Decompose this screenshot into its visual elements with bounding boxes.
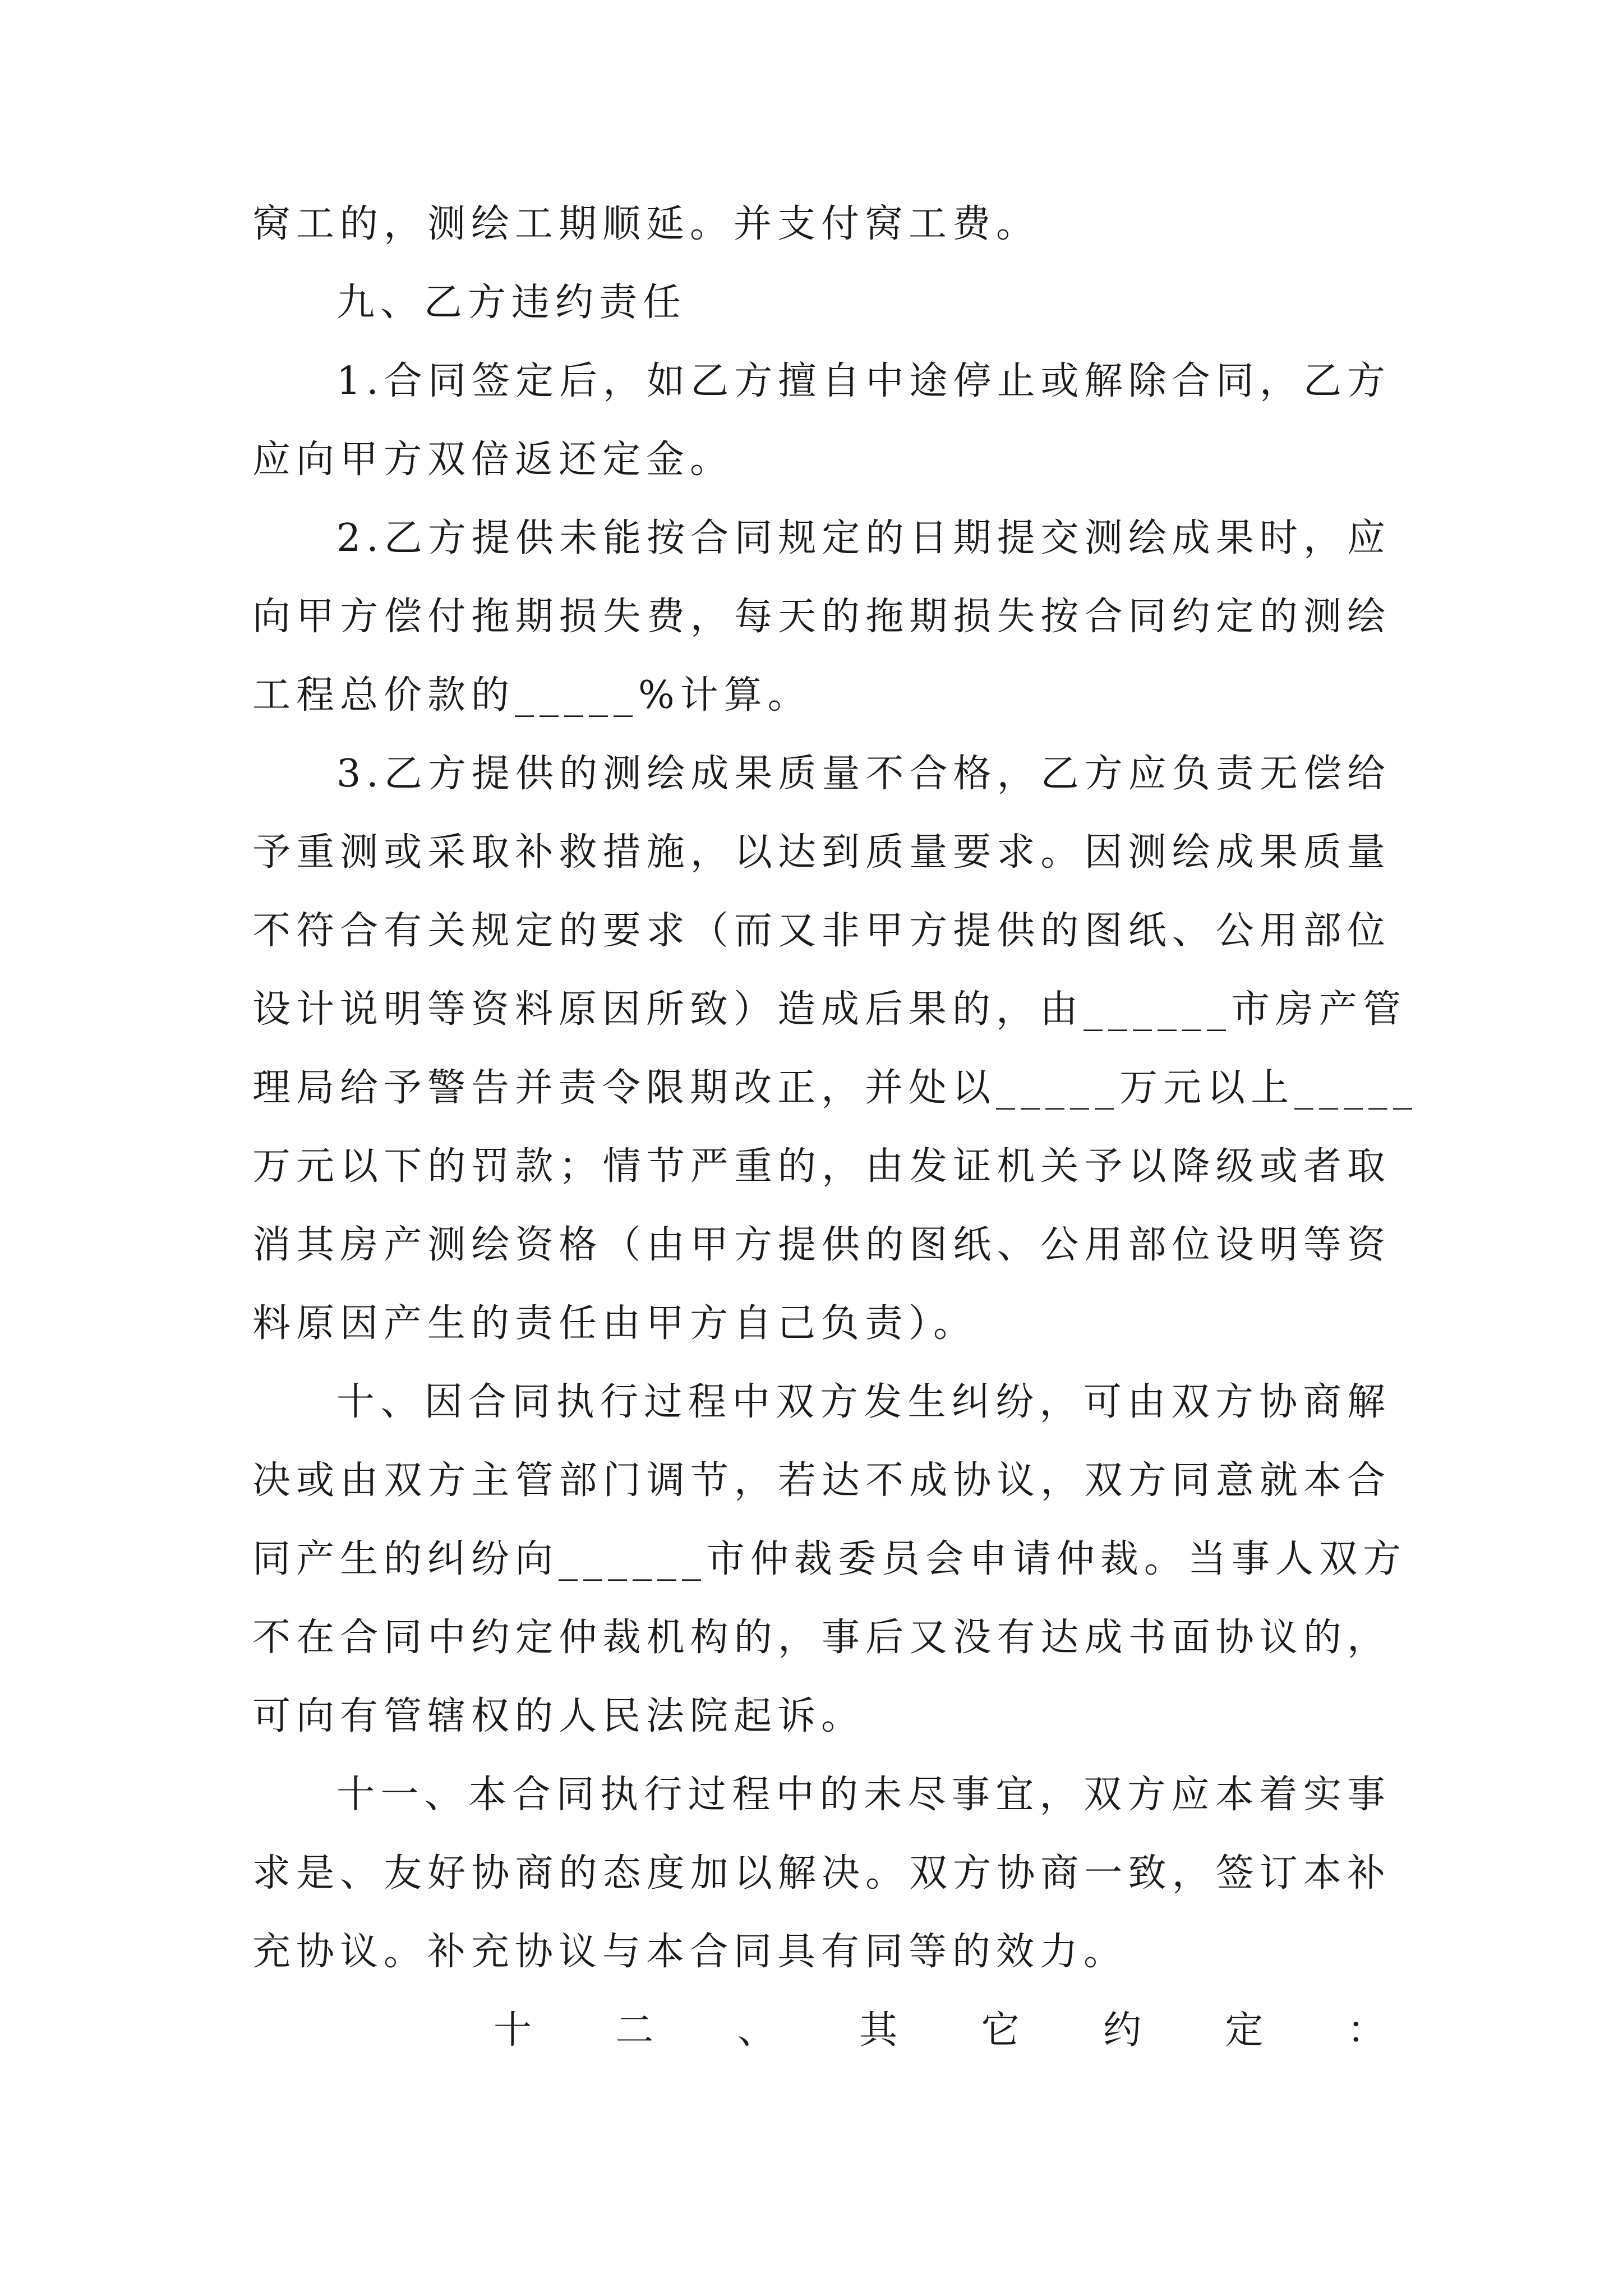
text-line: 予重测或采取补救措施，以达到质量要求。因测绘成果质量 — [252, 830, 1391, 875]
text-line: 十一、本合同执行过程中的未尽事宜，双方应本着实事 — [336, 1773, 1391, 1817]
section-heading: 十二、其它约定： — [494, 2008, 1391, 2053]
text-line: 窝工的，测绘工期顺延。并支付窝工费。 — [252, 202, 1040, 246]
text-line: 不在合同中约定仲裁机构的，事后又没有达成书面协议的， — [252, 1616, 1391, 1660]
text-line: 1.合同签定后，如乙方擅自中途停止或解除合同，乙方 — [336, 359, 1391, 403]
text-line: 工程总价款的_____%计算。 — [252, 673, 811, 717]
text-line: 万元以下的罚款；情节严重的，由发证机关予以降级或者取 — [252, 1144, 1391, 1189]
text-line: 十、因合同执行过程中双方发生纠纷，可由双方协商解 — [336, 1380, 1391, 1424]
text-line: 消其房产测绘资格（由甲方提供的图纸、公用部位设明等资 — [252, 1223, 1391, 1267]
section-heading: 九、乙方违约责任 — [336, 280, 687, 325]
text-line: 3.乙方提供的测绘成果质量不合格，乙方应负责无偿给 — [336, 752, 1391, 796]
text-line: 理局给予警告并责令限期改正，并处以_____万元以上_____ — [252, 1066, 1418, 1110]
text-line: 不符合有关规定的要求（而又非甲方提供的图纸、公用部位 — [252, 909, 1391, 953]
text-line: 决或由双方主管部门调节，若达不成协议，双方同意就本合 — [252, 1458, 1391, 1503]
text-line: 充协议。补充协议与本合同具有同等的效力。 — [252, 1930, 1128, 1974]
text-line: 2.乙方提供未能按合同规定的日期提交测绘成果时，应 — [336, 516, 1391, 560]
text-line: 应向甲方双倍返还定金。 — [252, 438, 734, 482]
text-line: 同产生的纠纷向______市仲裁委员会申请仲裁。当事人双方 — [252, 1537, 1407, 1581]
text-line: 设计说明等资料原因所致）造成后果的，由______市房产管 — [252, 987, 1407, 1032]
text-line: 料原因产生的责任由甲方自己负责）。 — [252, 1301, 978, 1346]
text-line: 求是、友好协商的态度加以解决。双方协商一致，签订本补 — [252, 1851, 1391, 1895]
document-page — [252, 185, 1418, 2070]
text-line: 可向有管辖权的人民法院起诉。 — [252, 1694, 865, 1738]
text-line: 向甲方偿付拖期损失费，每天的拖期损失按合同约定的测绘 — [252, 595, 1391, 639]
